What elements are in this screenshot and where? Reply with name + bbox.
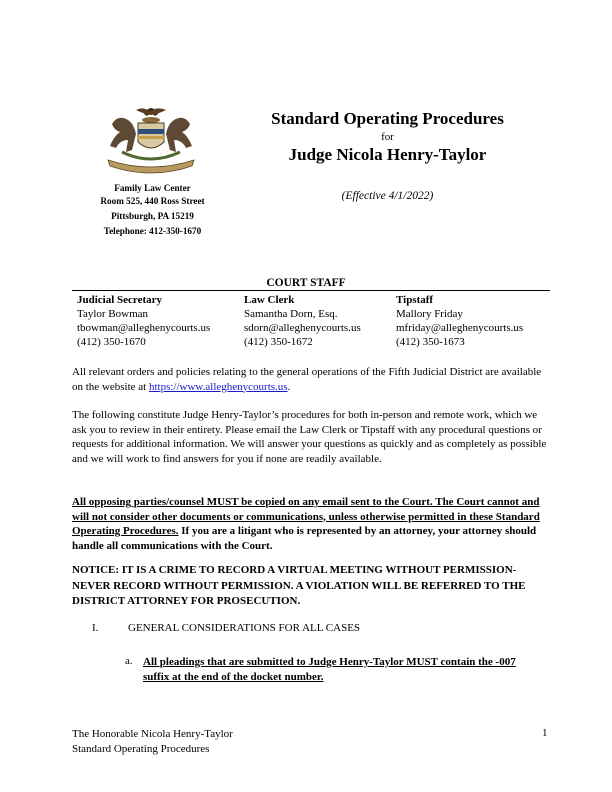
list-item: All pleadings that are submitted to Judge Henry-Taylor MUST contain the -007 suffix at the end of the docket number. — [143, 656, 516, 683]
section-title: GENERAL CONSIDERATIONS FOR ALL CASES — [128, 622, 361, 634]
staff-name: Mallory Friday — [396, 308, 463, 320]
staff-law-clerk — [244, 293, 361, 349]
copy-warning-paragraph — [72, 495, 550, 553]
address-line: Room 525, 440 Ross Street — [100, 196, 205, 206]
page-number: 1 — [542, 727, 548, 739]
staff-email[interactable]: sdorn@alleghenycourts.us — [244, 322, 361, 334]
document-title: Standard Operating Procedures — [271, 109, 504, 128]
staff-role: Tipstaff — [396, 294, 434, 306]
staff-role: Judicial Secretary — [77, 294, 163, 306]
staff-role: Law Clerk — [244, 294, 295, 306]
staff-email[interactable]: tbowman@alleghenycourts.us — [77, 322, 211, 334]
court-staff-heading: COURT STAFF — [266, 277, 346, 289]
footer-line: The Honorable Nicola Henry-Taylor — [72, 728, 233, 740]
staff-tipstaff — [396, 293, 523, 349]
staff-name: Samantha Dorn, Esq. — [244, 308, 338, 320]
website-link[interactable]: https://www.alleghenycourts.us — [148, 380, 288, 393]
footer-line: Standard Operating Procedures — [72, 743, 210, 755]
section-number: I. — [92, 622, 99, 634]
procedures-paragraph: The following constitute Judge Henry-Taylor’s procedures for both in-person and remote work, which we ask you to review in their entirety. Please email the Law Clerk or Tipstaff with any procedural questions or requests for additional information. We will answer your questions as quickly and as completely as possible and we will work to find answers for you if none are readily available. — [72, 409, 547, 465]
staff-name: Taylor Bowman — [77, 308, 149, 320]
footer — [72, 727, 233, 757]
staff-phone: (412) 350-1670 — [77, 336, 146, 348]
staff-phone: (412) 350-1673 — [396, 336, 465, 348]
telephone-line: Telephone: 412-350-1670 — [103, 226, 202, 236]
effective-date: (Effective 4/1/2022) — [341, 190, 434, 202]
staff-secretary — [77, 293, 210, 349]
pennsylvania-seal-icon — [92, 100, 210, 176]
staff-email[interactable]: mfriday@alleghenycourts.us — [396, 322, 524, 334]
recording-notice: NOTICE: IT IS A CRIME TO RECORD A VIRTUAL MEETING WITHOUT PERMISSION- NEVER RECORD WITHOUT PERMISSION. A VIOLATION WILL BE REFERRED TO THE DISTRICT ATTORNEY FOR PROSECUTION. — [72, 564, 526, 607]
staff-phone: (412) 350-1672 — [244, 336, 313, 348]
website-paragraph — [72, 365, 550, 394]
divider — [72, 290, 550, 291]
warning-rest: If you are a litigant who is represented by an attorney, your attorney should handle all communications with the Court. — [72, 525, 537, 552]
list-item-marker: a. — [125, 655, 133, 667]
website-end: . — [287, 380, 291, 393]
title-for: for — [381, 131, 394, 143]
website-text: All relevant orders and policies relating to the general operations of the Fifth Judicial District are available on the website at — [72, 366, 542, 393]
judge-name: Judge Nicola Henry-Taylor — [288, 145, 487, 164]
address-line: Pittsburgh, PA 15219 — [111, 211, 194, 221]
address-line: Family Law Center — [114, 183, 191, 193]
warning-underlined: All opposing parties/counsel MUST be copied on any email sent to the Court. The Court cannot and will not consider other documents or communications, unless otherwise permitted in these Standard Operating Procedures. — [72, 496, 540, 537]
